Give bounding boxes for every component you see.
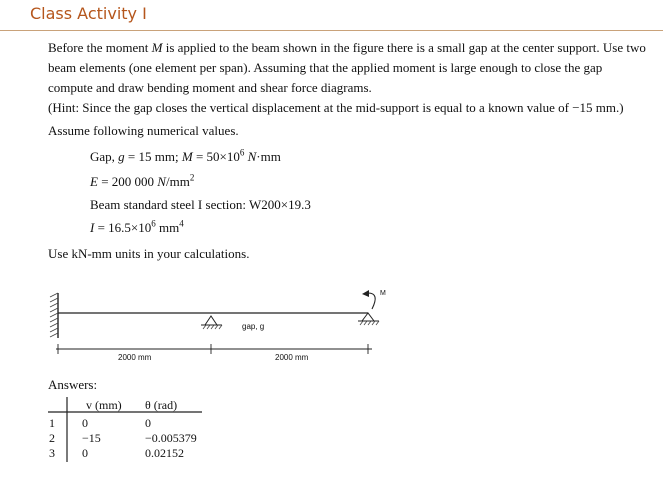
answers-header-v: v (mm) [86, 398, 122, 412]
span1-label: 2000 mm [118, 353, 152, 362]
answers-v: 0 [82, 416, 88, 430]
answers-node: 2 [49, 431, 55, 445]
moment-arrow [368, 293, 375, 309]
answers-theta: 0.02152 [145, 446, 184, 460]
assume-text: Assume following numerical values. [48, 123, 239, 138]
moment-label: M [380, 290, 386, 297]
elastic-modulus-value: E = 200 000 $N/mm^2$ [90, 172, 195, 189]
center-support [201, 316, 222, 329]
right-support [358, 313, 379, 325]
moment-arrow-head [362, 290, 369, 297]
answers-theta: 0 [145, 416, 151, 430]
page-title: Class Activity I [30, 4, 147, 23]
answers-node: 1 [49, 416, 55, 430]
problem-statement: Before the moment M is applied to the beam shown in the figure there is a small gap at the center support. Use two beam elements (one element per span). Assuming that the applied moment is large enough to close the gap compute and draw bending moment and shear force diagrams. [48, 40, 646, 95]
gap-moment-values: Gap, g = 15 mm; $M = 50\times 10^6$ N·mm [90, 147, 281, 164]
units-note: Use kN-mm units in your calculations. [48, 246, 250, 261]
beam-section-text: Beam standard steel I section: W200×19.3 [90, 197, 311, 212]
answers-node: 3 [49, 446, 55, 460]
dimension-line [56, 344, 372, 354]
answers-v: −15 [82, 431, 101, 445]
inertia-value: $I = 16.5\times 10^6$ $mm^4$ [90, 218, 184, 235]
answers-title: Answers: [48, 377, 98, 392]
answers-v: 0 [82, 446, 88, 460]
gap-label: gap, g [242, 322, 265, 331]
hint-text: (Hint: Since the gap closes the vertical displacement at the mid-support is equal to a known value of −15 mm.) [48, 100, 624, 115]
answers-theta: −0.005379 [145, 431, 197, 445]
answers-header-theta: θ (rad) [145, 398, 178, 412]
span2-label: 2000 mm [275, 353, 309, 362]
fixed-wall-left [50, 293, 58, 338]
